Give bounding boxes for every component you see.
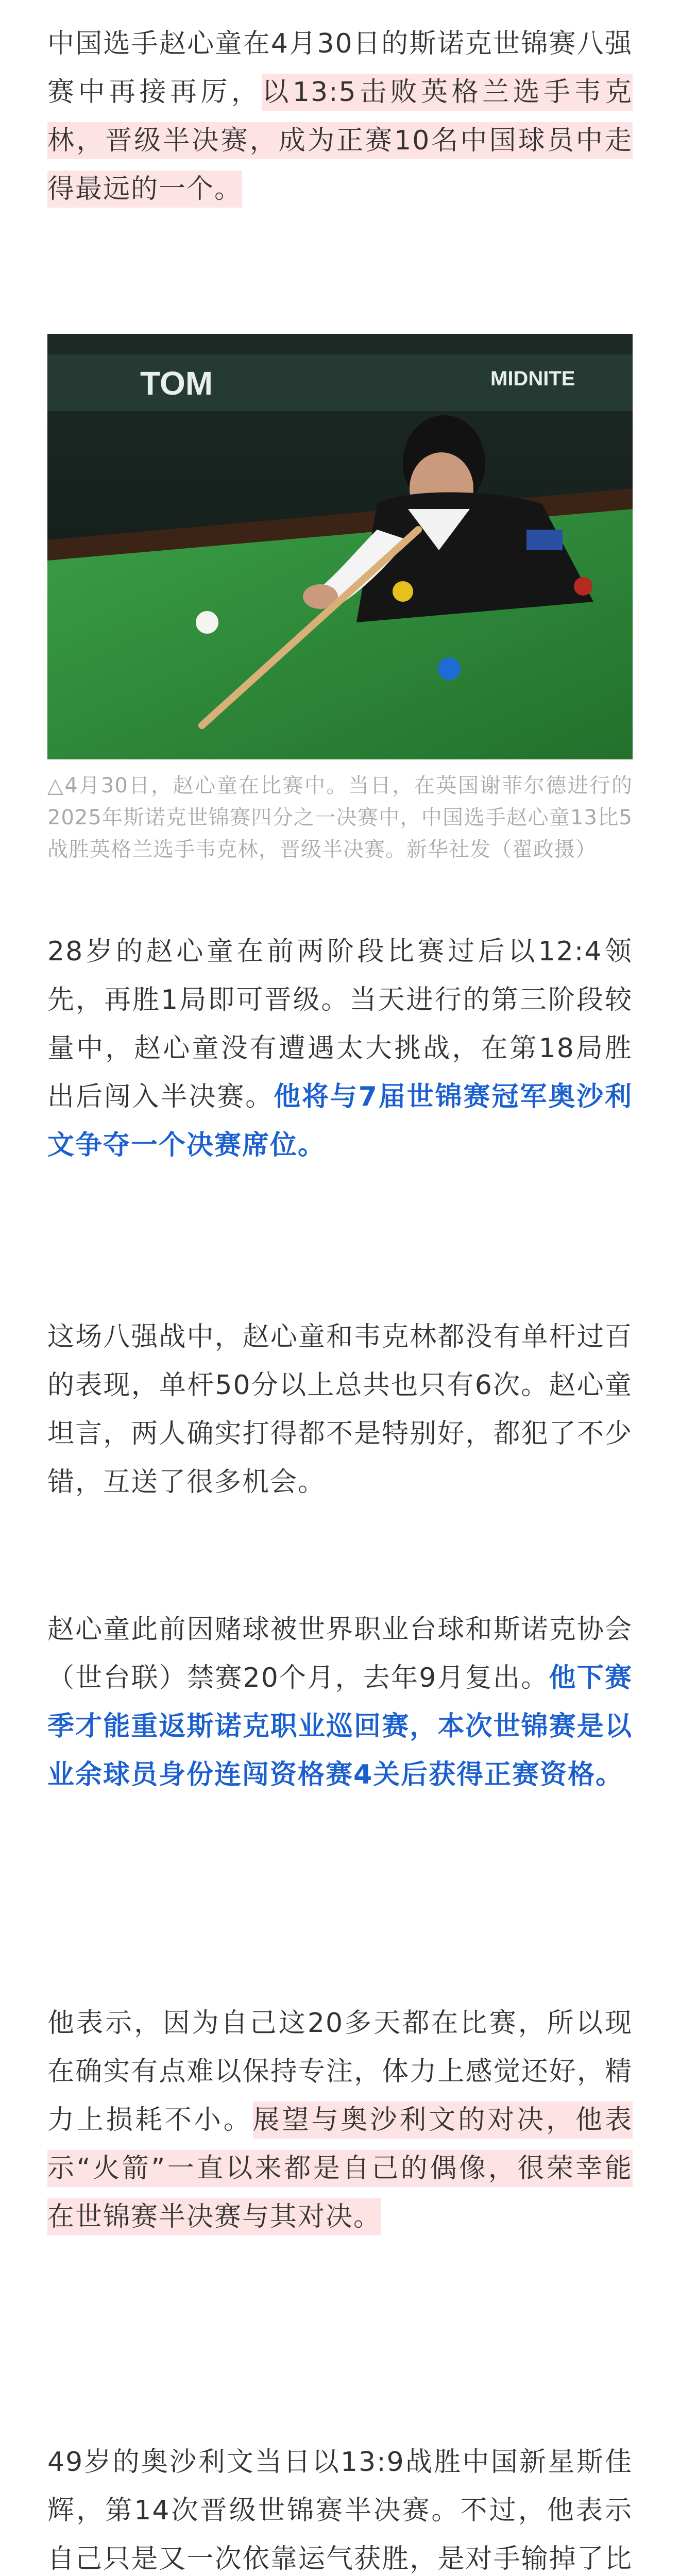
paragraph-1 — [47, 20, 633, 213]
paragraph-2-blue: 他将与7届世锦赛冠军奥沙利文争夺一个决赛席位。 — [47, 1081, 633, 1161]
paragraph-4-text: 赵心童此前因赌球被世界职业台球和斯诺克协会（世台联）禁赛20个月，去年9月复出。 — [47, 1614, 633, 1693]
banner-left-text: TOM — [140, 365, 213, 402]
photo-zhao-xintong — [47, 334, 633, 759]
snooker-player-image — [47, 334, 633, 759]
paragraph-3-text: 这场八强战中，赵心童和韦克林都没有单杆过百的表现，单杆50分以上总共也只有6次。赵心童坦言，两人确实打得都不是特别好，都犯了不少错，互送了很多机会。 — [47, 1321, 633, 1498]
paragraph-5-highlight: 展望与奥沙利文的对决，他表示“火箭”一直以来都是自己的偶像，很荣幸能在世锦赛半决赛与其对决。 — [47, 2102, 633, 2235]
paragraph-2-text: 28岁的赵心童在前两阶段比赛过后以12:4领先，再胜1局即可晋级。当天进行的第三阶段较量中，赵心童没有遭遇太大挑战，在第18局胜出后闯入半决赛。 — [47, 936, 633, 1112]
paragraph-5 — [47, 1999, 633, 2241]
paragraph-2 — [47, 927, 633, 1170]
paragraph-4 — [47, 1605, 633, 1799]
paragraph-6 — [47, 2438, 633, 2576]
paragraph-5-text: 他表示，因为自己这20多天都在比赛，所以现在确实有点难以保持专注，体力上感觉还好，精力上损耗不小。 — [47, 2008, 633, 2136]
paragraph-1-highlight: 以13:5击败英格兰选手韦克林，晋级半决赛，成为正赛10名中国球员中走得最远的一个。 — [47, 74, 633, 208]
paragraph-1-lead: 中国选手赵心童在4月30日的斯诺克世锦赛八强赛中再接再厉， — [47, 28, 633, 108]
paragraph-6-text: 49岁的奥沙利文当日以13:9战胜中国新星斯佳辉，第14次晋级世锦赛半决赛。不过，他表示自己只是又一次依靠运气获胜，是对手输掉了比 — [47, 2447, 633, 2574]
paragraph-4-blue: 他下赛季才能重返斯诺克职业巡回赛，本次世锦赛是以业余球员身份连闯资格赛4关后获得正赛资格。 — [47, 1663, 633, 1790]
paragraph-3 — [47, 1313, 633, 1506]
banner-right-text: MIDNITE — [490, 367, 575, 390]
photo-1-caption: △4月30日，赵心童在比赛中。当日，在英国谢菲尔德进行的2025年斯诺克世锦赛四分之一决赛中，中国选手赵心童13比5战胜英格兰选手韦克林，晋级半决赛。新华社发（翟政摄） — [47, 774, 633, 861]
